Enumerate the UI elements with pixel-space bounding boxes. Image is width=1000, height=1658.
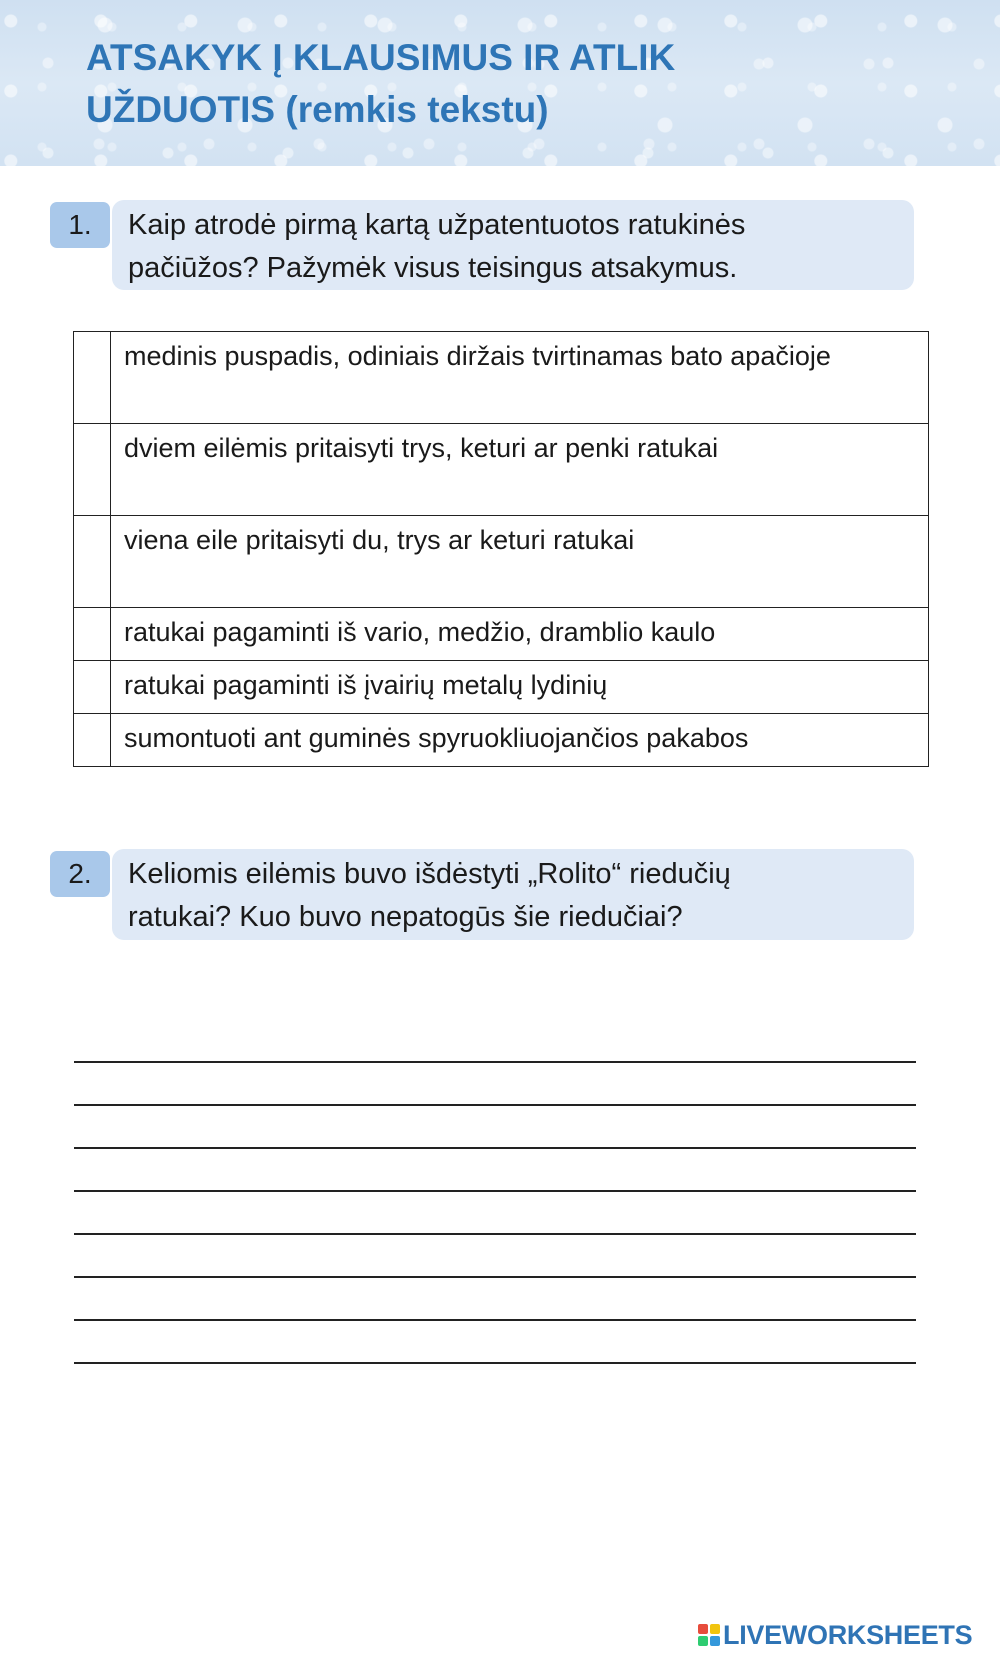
option-checkbox-2[interactable] xyxy=(74,424,111,516)
option-checkbox-5[interactable] xyxy=(74,661,111,714)
page-title-line-1: ATSAKYK Į KLAUSIMUS IR ATLIK xyxy=(86,37,676,78)
answer-line[interactable] xyxy=(74,1106,916,1149)
answer-line[interactable] xyxy=(74,1149,916,1192)
option-checkbox-1[interactable] xyxy=(74,332,111,424)
logo-mark-icon xyxy=(698,1624,720,1646)
option-checkbox-4[interactable] xyxy=(74,608,111,661)
option-text-3: viena eile pritaisyti du, trys ar keturi ratukai xyxy=(111,516,929,608)
options-table xyxy=(73,331,929,767)
option-checkbox-6[interactable] xyxy=(74,714,111,767)
option-row xyxy=(74,608,929,661)
answer-line[interactable] xyxy=(74,1235,916,1278)
answer-line[interactable] xyxy=(74,1192,916,1235)
option-text-5: ratukai pagaminti iš įvairių metalų lydinių xyxy=(111,661,929,714)
answer-line[interactable] xyxy=(74,1278,916,1321)
logo-square xyxy=(710,1636,720,1646)
question-2-line-2: ratukai? Kuo buvo nepatogūs šie riedučiai? xyxy=(128,901,683,933)
header-banner xyxy=(0,0,1000,166)
option-row xyxy=(74,332,929,424)
option-row xyxy=(74,516,929,608)
question-1-line-1: Kaip atrodė pirmą kartą užpatentuotos ratukinės xyxy=(128,209,746,241)
option-text-4: ratukai pagaminti iš vario, medžio, dramblio kaulo xyxy=(111,608,929,661)
page-title-line-2: UŽDUOTIS (remkis tekstu) xyxy=(86,89,549,130)
option-text-1: medinis puspadis, odiniais diržais tvirtinamas bato apačioje xyxy=(111,332,929,424)
logo-square xyxy=(698,1636,708,1646)
option-checkbox-3[interactable] xyxy=(74,516,111,608)
question-1-line-2: pačiūžos? Pažymėk visus teisingus atsakymus. xyxy=(128,252,738,284)
page-title xyxy=(86,32,806,136)
answer-line[interactable] xyxy=(74,1321,916,1364)
question-2-text xyxy=(112,849,914,940)
answer-line[interactable] xyxy=(74,1063,916,1106)
answer-line[interactable] xyxy=(74,1020,916,1063)
option-text-2: dviem eilėmis pritaisyti trys, keturi ar penki ratukai xyxy=(111,424,929,516)
answer-lines[interactable] xyxy=(74,1020,916,1364)
question-2-line-1: Keliomis eilėmis buvo išdėstyti „Rolito“ riedučių xyxy=(128,858,731,890)
liveworksheets-logo xyxy=(698,1620,972,1650)
logo-text: LIVEWORKSHEETS xyxy=(723,1619,973,1650)
question-1-text xyxy=(112,200,914,290)
option-row xyxy=(74,661,929,714)
question-1-number: 1. xyxy=(50,202,110,248)
option-text-6: sumontuoti ant guminės spyruokliuojančios pakabos xyxy=(111,714,929,767)
option-row xyxy=(74,714,929,767)
logo-square xyxy=(710,1624,720,1634)
logo-square xyxy=(698,1624,708,1634)
option-row xyxy=(74,424,929,516)
question-2-number: 2. xyxy=(50,851,110,897)
